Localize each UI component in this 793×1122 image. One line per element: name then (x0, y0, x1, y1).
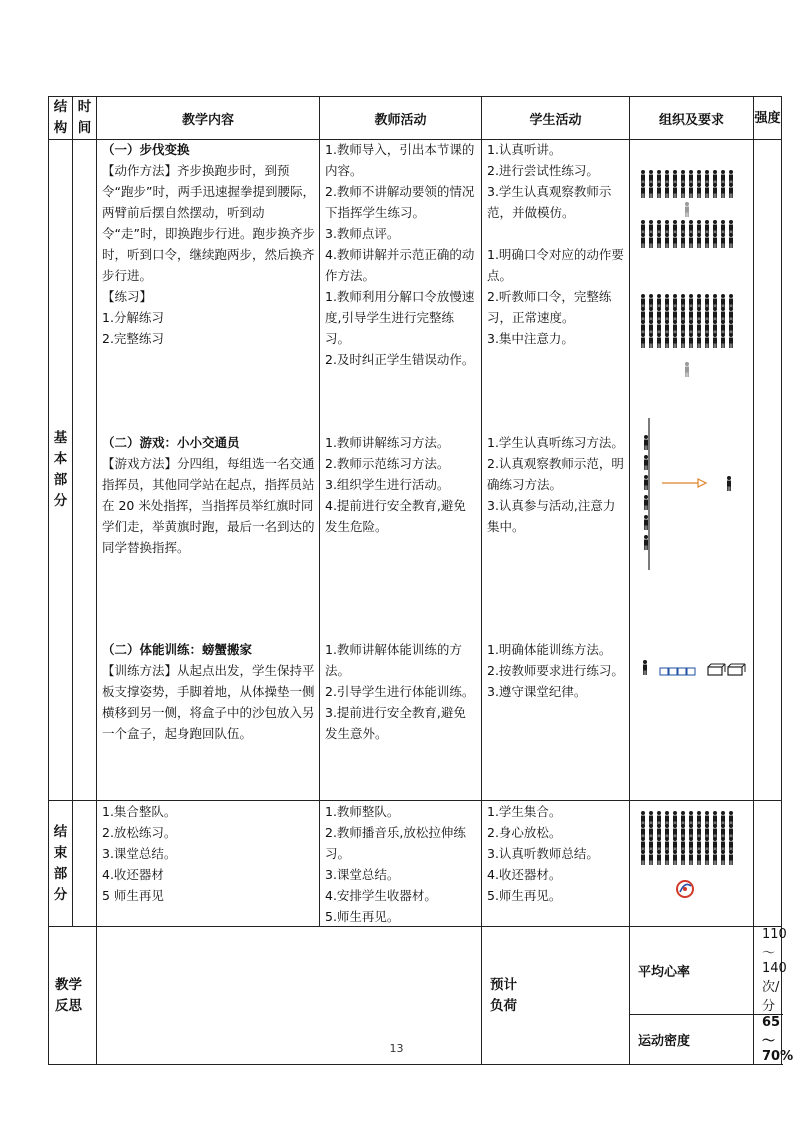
student-figure-icon (705, 837, 709, 852)
student-figure-icon (729, 183, 733, 198)
student-figure-icon (641, 811, 645, 826)
student-figure-icon (729, 850, 733, 865)
student-figure-icon (721, 320, 725, 335)
part1-teacher (325, 139, 477, 370)
basic-organization-cell (630, 140, 754, 801)
header-organization: 组织及要求 (630, 97, 754, 140)
mat-boxes-icon (660, 668, 695, 675)
end-formation-diagram (630, 801, 754, 927)
heart-rate-label: 平均心率 (630, 927, 754, 1015)
end-content-cell (97, 801, 320, 927)
student-figure-icon (713, 811, 717, 826)
student-figure-icon (681, 811, 685, 826)
teacher-item: 4.教师讲解并示范正确的动作方法。 (325, 247, 475, 283)
density-label: 运动密度 (630, 1015, 754, 1065)
student-figure-icon (721, 233, 725, 248)
student-figure-icon (697, 183, 701, 198)
student-figure-icon (689, 220, 693, 235)
student-figure-icon (697, 233, 701, 248)
end-teacher-cell (320, 801, 482, 927)
part3-method: 【训练方法】从起点出发，学生保持平板支撑姿势，手脚着地，从体操垫一侧横移到另一侧，将盒子中的沙包放入另一个盒子，起身跑回队伍。 (102, 663, 315, 741)
teacher-item: 2.及时纠正学生错误动作。 (325, 352, 475, 367)
end-part-row (49, 801, 782, 927)
student-figure-icon (657, 333, 661, 348)
student-figure-icon (705, 294, 709, 309)
header-student: 学生活动 (482, 97, 630, 140)
student-figure-icon (721, 170, 725, 185)
student-figure-icon (641, 183, 645, 198)
student-figure-icon (697, 294, 701, 309)
student-figure-icon (681, 824, 685, 839)
part2-teacher (325, 432, 477, 537)
header-content: 教学内容 (97, 97, 320, 140)
student-figure-icon (657, 294, 661, 309)
student-figure-icon (649, 233, 653, 248)
student-figure-icon (665, 320, 669, 335)
student-figure-icon (673, 183, 677, 198)
student-figure-icon (681, 233, 685, 248)
student-figure-icon (665, 850, 669, 865)
student-figure-icon (644, 435, 648, 450)
part2-title: （二）游戏：小小交通员 (102, 435, 240, 450)
student-figure-icon (729, 811, 733, 826)
student-figure-icon (689, 294, 693, 309)
end-content-item: 1.集合整队。 (102, 804, 177, 819)
student-figure-icon (657, 220, 661, 235)
end-organization-cell (630, 801, 754, 927)
student-figure-icon (705, 824, 709, 839)
student-figure-icon (665, 233, 669, 248)
part3-content (102, 639, 315, 744)
student-figure-icon (673, 170, 677, 185)
teacher-item: 1.教师讲解练习方法。 (325, 435, 450, 450)
student-item: 1.学生认真听练习方法。 (487, 435, 624, 450)
student-figure-icon (697, 837, 701, 852)
teacher-item: 2.教师不讲解动要领的情况下指挥学生练习。 (325, 184, 475, 220)
student-figure-icon (689, 824, 693, 839)
student-figure-icon (721, 294, 725, 309)
student-figure-icon (657, 811, 661, 826)
student-figure-icon (721, 220, 725, 235)
student-figure-icon (689, 320, 693, 335)
student-figure-icon (649, 850, 653, 865)
student-figure-icon (641, 837, 645, 852)
end-teacher-item: 4.安排学生收器材。 (325, 888, 437, 903)
end-formation-figures (641, 811, 733, 865)
student-figure-icon (649, 811, 653, 826)
student-figure-icon (673, 811, 677, 826)
student-figure-icon (713, 320, 717, 335)
student-figure-icon (705, 170, 709, 185)
student-figure-icon (673, 220, 677, 235)
student-figure-icon (681, 183, 685, 198)
part3-student (487, 639, 625, 702)
commander-figure-icon (727, 476, 731, 491)
student-figure-icon (729, 837, 733, 852)
student-item: 3.集中注意力。 (487, 331, 574, 346)
student-item: 3.遵守课堂纪律。 (487, 684, 587, 699)
student-figure-icon (649, 837, 653, 852)
student-figure-icon (641, 170, 645, 185)
student-figure-icon (705, 320, 709, 335)
end-content-item: 3.课堂总结。 (102, 846, 177, 861)
teacher-item: 1.教师讲解体能训练的方法。 (325, 642, 462, 678)
end-student-item: 2.身心放松。 (487, 825, 562, 840)
student-figure-icon (689, 850, 693, 865)
part1-practice-item: 1.分解练习 (102, 310, 164, 325)
student-figure-icon (705, 233, 709, 248)
student-figure-icon (649, 333, 653, 348)
student-figure-icon (729, 320, 733, 335)
student-figure-icon (713, 333, 717, 348)
student-figure-icon (657, 850, 661, 865)
sandbag-box-icon (708, 664, 725, 675)
student-figure-icon (713, 824, 717, 839)
student-figure-icon (705, 811, 709, 826)
student-figure-icon (673, 294, 677, 309)
part1-practice-item: 2.完整练习 (102, 331, 164, 346)
part3-title: （二）体能训练：螃蟹搬家 (102, 642, 253, 657)
student-figure-icon (665, 307, 669, 322)
student-figure-icon (689, 170, 693, 185)
student-figure-icon (729, 824, 733, 839)
header-intensity: 强度 (754, 97, 782, 140)
student-figure-icon (721, 183, 725, 198)
student-figure-icon (641, 307, 645, 322)
basic-part-row (49, 140, 782, 801)
teacher-item: 3.提前进行安全教育,避免发生意外。 (325, 705, 466, 741)
student-figure-icon (649, 824, 653, 839)
student-figure-icon (697, 850, 701, 865)
student-figure-icon (713, 307, 717, 322)
load-label-cell: 预计负荷 (482, 927, 630, 1065)
end-student-item: 1.学生集合。 (487, 804, 562, 819)
student-figure-icon (705, 850, 709, 865)
end-teacher-item: 2.教师播音乐,放松拉伸练习。 (325, 825, 466, 861)
student-figure-icon (665, 824, 669, 839)
student-figure-icon (665, 183, 669, 198)
part1-practice-tag: 【练习】 (102, 289, 153, 304)
student-figure-icon (681, 220, 685, 235)
part2-content (102, 432, 315, 558)
student-figure-icon (713, 220, 717, 235)
teacher-figure-icon (685, 362, 689, 377)
student-figure-icon (721, 850, 725, 865)
student-figure-icon (641, 320, 645, 335)
heart-rate-value: 110～140 次/分 (754, 927, 782, 1015)
student-figure-icon (681, 850, 685, 865)
teacher-item: 2.引导学生进行体能训练。 (325, 684, 475, 699)
student-figure-icon (721, 837, 725, 852)
student-figure-icon (657, 307, 661, 322)
end-student-item: 3.认真听教师总结。 (487, 846, 599, 861)
student-figure-icon (673, 320, 677, 335)
student-figure-icon (665, 333, 669, 348)
end-content-item: 5 师生再见 (102, 888, 164, 903)
student-figure-icon (657, 233, 661, 248)
student-figure-icon (649, 307, 653, 322)
part1-method: 【动作方法】齐步换跑步时，到预令“跑步”时，两手迅速握拳提到腰际，两臂前后摆自然摆动，听到动令“走”时，即换跑步行进。跑步换齐步时，听到口令，继续跑两步，然后换齐步行进。 (102, 163, 315, 283)
student-figure-icon (713, 170, 717, 185)
student-figure-icon (721, 824, 725, 839)
end-intensity-cell (754, 801, 782, 927)
formation-diagram (630, 140, 754, 801)
student-figure-icon (665, 811, 669, 826)
student-figure-icon (641, 294, 645, 309)
student-figure-icon (644, 475, 648, 490)
student-item: 2.认真观察教师示范，明确练习方法。 (487, 456, 624, 492)
student-figure-icon (681, 170, 685, 185)
end-time-cell (73, 801, 97, 927)
student-item: 1.明确体能训练方法。 (487, 642, 612, 657)
end-student-item: 4.收还器材。 (487, 867, 562, 882)
student-item: 2.按教师要求进行练习。 (487, 663, 624, 678)
part2-student (487, 432, 625, 537)
student-figure-icon (673, 837, 677, 852)
student-figure-icon (649, 320, 653, 335)
section-basic-label: 基 本 部 分 (49, 140, 73, 801)
student-figure-icon (729, 294, 733, 309)
end-content-item: 4.收还器材 (102, 867, 164, 882)
student-figure-icon (681, 837, 685, 852)
student-figure-icon (697, 307, 701, 322)
student-figure-icon (673, 333, 677, 348)
student-figure-icon (689, 183, 693, 198)
sandbag-box-icon (728, 664, 745, 675)
student-figure-icon (713, 850, 717, 865)
header-structure: 结构 (49, 97, 73, 140)
student-figure-icon (641, 333, 645, 348)
student-figure-icon (689, 811, 693, 826)
part2-method: 【游戏方法】分四组，每组选一名交通指挥员，其他同学站在起点，指挥员站在 20 米处指挥，当指挥员举红旗时同学们走，举黄旗时跑，最后一名到达的同学替换指挥。 (102, 456, 315, 555)
student-figure-icon (657, 183, 661, 198)
basic-student-cell (482, 140, 630, 801)
basic-intensity-cell (754, 140, 782, 801)
student-figure-icon (689, 233, 693, 248)
teacher-item: 3.组织学生进行活动。 (325, 477, 450, 492)
student-figure-icon (681, 333, 685, 348)
student-figure-icon (713, 837, 717, 852)
density-value: 65～70% (754, 1015, 782, 1065)
footer-row-1 (49, 927, 782, 1015)
end-content-item: 2.放松练习。 (102, 825, 177, 840)
student-figure-icon (649, 220, 653, 235)
student-figure-icon (689, 333, 693, 348)
student-figure-icon (641, 220, 645, 235)
student-figure-icon (673, 824, 677, 839)
basic-content-cell (97, 140, 320, 801)
teacher-item: 1.教师导入，引出本节课的内容。 (325, 142, 475, 178)
student-figure-icon (681, 294, 685, 309)
part1-title: （一）步伐变换 (102, 142, 190, 157)
student-figure-icon (665, 294, 669, 309)
student-figure-icon (689, 837, 693, 852)
student-figure-icon (673, 850, 677, 865)
student-figure-icon (681, 307, 685, 322)
student-figure-icon (644, 535, 648, 550)
student-figure-icon (729, 333, 733, 348)
student-figure-icon (641, 850, 645, 865)
page-number: 13 (389, 1042, 404, 1055)
student-figure-icon (729, 170, 733, 185)
basic-time-cell (73, 140, 97, 801)
student-figure-icon (644, 455, 648, 470)
student-figure-icon (665, 837, 669, 852)
header-row (49, 97, 782, 140)
student-figure-icon (649, 170, 653, 185)
student-figure-icon (721, 333, 725, 348)
student-item: 1.明确口令对应的动作要点。 (487, 247, 624, 283)
student-figure-icon (697, 220, 701, 235)
student-item: 1.认真听讲。 (487, 142, 562, 157)
arrow-head-icon (698, 479, 706, 487)
student-figure-icon (657, 320, 661, 335)
student-figure-icon (665, 170, 669, 185)
student-figure-icon (673, 233, 677, 248)
student-item: 3.学生认真观察教师示范，并做模仿。 (487, 184, 612, 220)
student-figure-icon (713, 233, 717, 248)
teacher-whistle-icon (677, 881, 693, 897)
student-item: 2.听教师口令，完整练习，正常速度。 (487, 289, 612, 325)
student-figure-icon (729, 220, 733, 235)
student-figure-icon (673, 307, 677, 322)
end-student-item: 5.师生再见。 (487, 888, 562, 903)
student-figure-icon (681, 320, 685, 335)
teacher-item: 2.教师示范练习方法。 (325, 456, 450, 471)
teacher-item: 4.提前进行安全教育,避免发生危险。 (325, 498, 466, 534)
student-figure-icon (729, 307, 733, 322)
part1-student-a (487, 139, 625, 223)
student-figure-icon (697, 333, 701, 348)
student-figure-icon (641, 233, 645, 248)
student-figure-icon (649, 183, 653, 198)
teacher-item: 3.教师点评。 (325, 226, 400, 241)
section-end-label: 结 束 部 分 (49, 801, 73, 927)
part1-content (102, 139, 315, 349)
end-teacher-item: 1.教师整队。 (325, 804, 400, 819)
student-figure-icon (721, 307, 725, 322)
header-time: 时间 (73, 97, 97, 140)
student-figure-icon (641, 824, 645, 839)
student-item: 2.进行尝试性练习。 (487, 163, 599, 178)
student-formation-figures (641, 170, 733, 550)
student-figure-icon (657, 837, 661, 852)
student-figure-icon (644, 515, 648, 530)
teacher-item: 1.教师利用分解口令放慢速度,引导学生进行完整练习。 (325, 289, 475, 346)
student-figure-icon (657, 170, 661, 185)
part1-student-b (487, 244, 625, 349)
end-teacher-item: 3.课堂总结。 (325, 867, 400, 882)
basic-teacher-cell (320, 140, 482, 801)
end-student-cell (482, 801, 630, 927)
reflection-label: 教学反思 (49, 927, 97, 1065)
student-figure-icon (697, 811, 701, 826)
student-figure-icon (697, 824, 701, 839)
student-figure-icon (697, 320, 701, 335)
header-teacher: 教师活动 (320, 97, 482, 140)
student-figure-icon (644, 495, 648, 510)
student-figure-icon (705, 183, 709, 198)
end-teacher-item: 5.师生再见。 (325, 909, 400, 924)
student-figure-icon (649, 294, 653, 309)
part3-teacher (325, 639, 477, 744)
start-figure-icon (643, 660, 647, 675)
student-figure-icon (721, 811, 725, 826)
teacher-figure-icon (685, 202, 689, 217)
student-figure-icon (705, 307, 709, 322)
student-figure-icon (729, 233, 733, 248)
student-figure-icon (705, 333, 709, 348)
student-figure-icon (657, 824, 661, 839)
student-figure-icon (665, 220, 669, 235)
student-figure-icon (689, 307, 693, 322)
student-figure-icon (713, 294, 717, 309)
student-figure-icon (705, 220, 709, 235)
student-item: 3.认真参与活动,注意力集中。 (487, 498, 616, 534)
lesson-plan-table (48, 96, 793, 1065)
student-figure-icon (713, 183, 717, 198)
student-figure-icon (697, 170, 701, 185)
